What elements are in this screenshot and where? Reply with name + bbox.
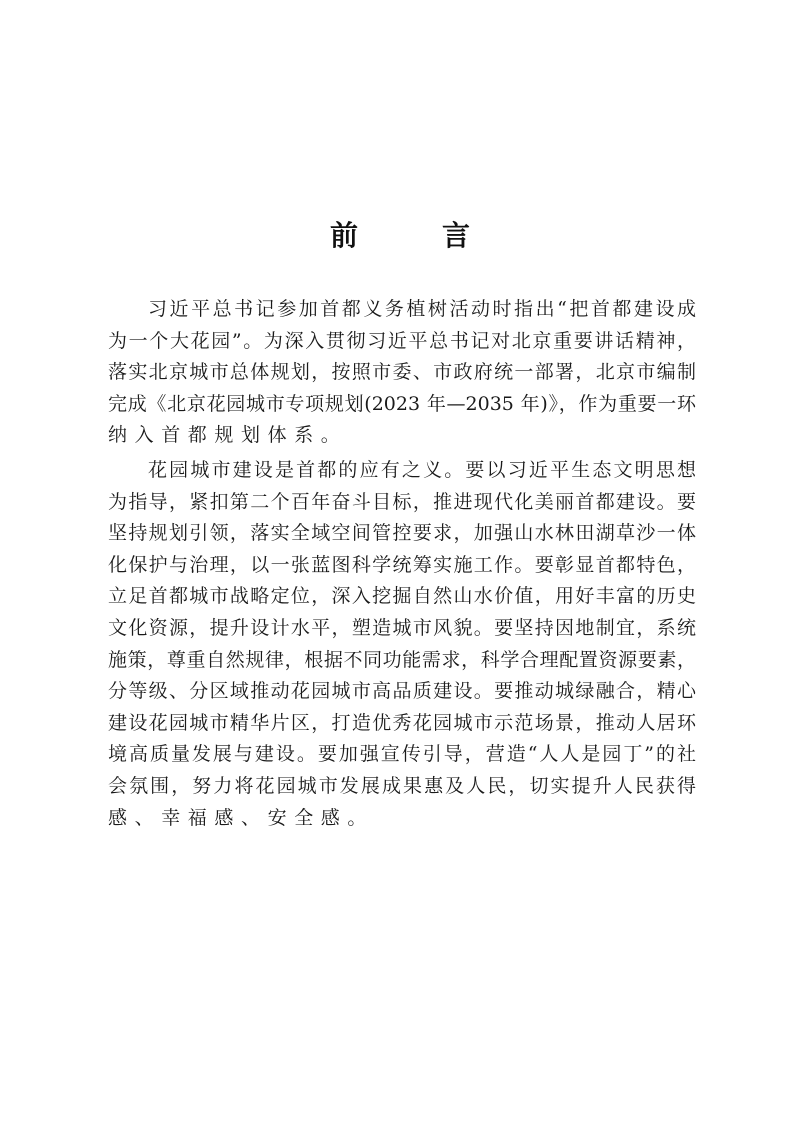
text-line: 分等级、分区域推动花园城市高品质建设。要推动城绿融合，精心	[108, 680, 696, 703]
text-line: 境高质量发展与建设。要加强宣传引导，营造“人人是园丁”的社	[108, 743, 696, 766]
text-line: 感、幸福感、安全感。	[108, 806, 375, 829]
text-line: 落实北京城市总体规划，按照市委、市政府统一部署，北京市编制	[108, 361, 696, 384]
text-line: 完成《北京花园城市专项规划(2023 年—2035 年)》，作为重要一环	[108, 392, 696, 415]
text-line: 化保护与治理，以一张蓝图科学统筹实施工作。要彰显首都特色，	[108, 553, 696, 576]
text-line: 花园城市建设是首都的应有之义。要以习近平生态文明思想	[148, 458, 696, 481]
text-line: 会氛围，努力将花园城市发展成果惠及人民，切实提升人民获得	[108, 774, 696, 797]
text-line: 施策，尊重自然规律，根据不同功能需求，科学合理配置资源要素，	[108, 648, 696, 671]
text-line: 纳入首都规划体系。	[108, 424, 348, 447]
paragraph-2	[108, 455, 696, 834]
text-line: 习近平总书记参加首都义务植树活动时指出“把首都建设成	[148, 298, 696, 320]
document-body	[108, 294, 696, 834]
paragraph-1	[108, 294, 696, 452]
text-line: 为一个大花园”。为深入贯彻习近平总书记对北京重要讲话精神，	[108, 329, 696, 352]
text-line: 为指导，紧扣第二个百年奋斗目标，推进现代化美丽首都建设。要	[108, 490, 696, 513]
text-line: 立足首都城市战略定位，深入挖掘自然山水价值，用好丰富的历史	[108, 585, 696, 608]
page-title: 前 言	[329, 219, 498, 252]
text-line: 文化资源，提升设计水平，塑造城市风貌。要坚持因地制宜，系统	[108, 616, 696, 639]
text-line: 坚持规划引领，落实全域空间管控要求，加强山水林田湖草沙一体	[108, 522, 696, 545]
text-line: 建设花园城市精华片区，打造优秀花园城市示范场景，推动人居环	[108, 711, 696, 734]
